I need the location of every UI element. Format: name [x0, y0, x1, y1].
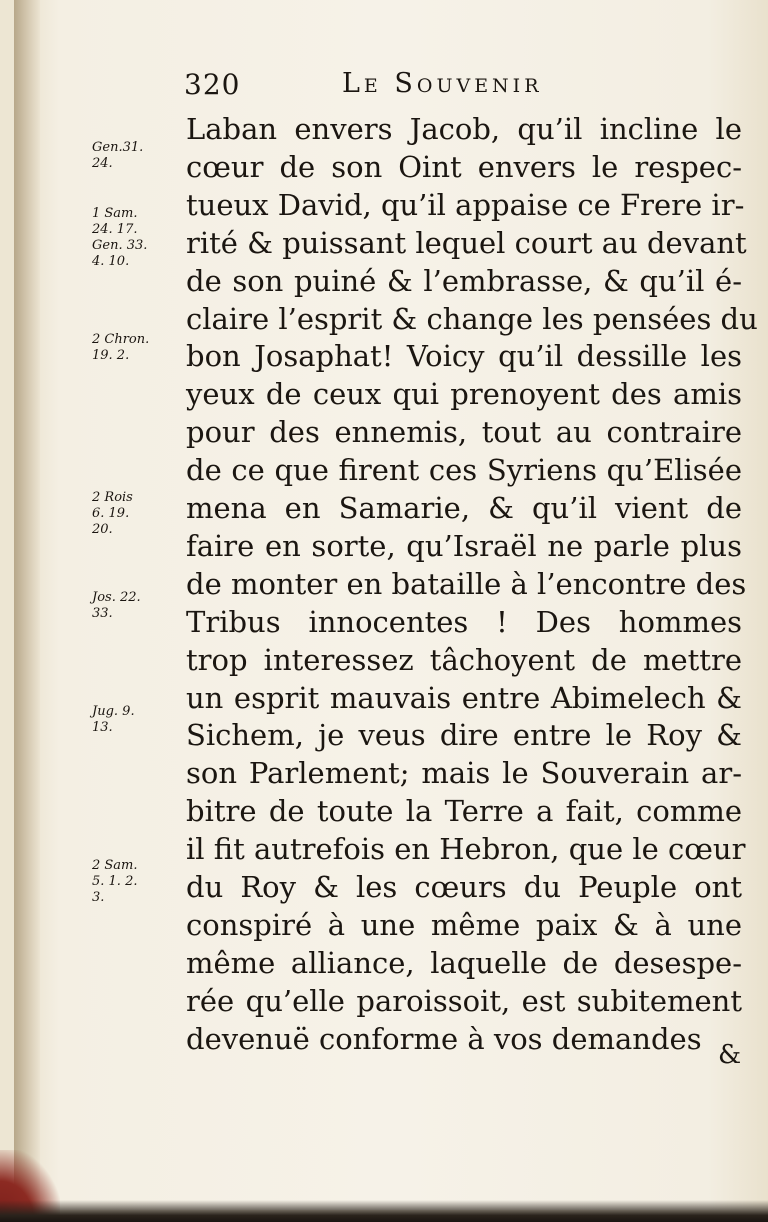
page-binding — [14, 0, 40, 1222]
text-line: mena en Samarie, & qu’il vient de — [186, 491, 742, 525]
text-line: cœur de son Oint envers le respec- — [186, 150, 742, 184]
text-line: Tribus innocentes ! Des hommes — [186, 605, 742, 639]
text-line: Sichem, je veus dire entre le Roy & — [186, 718, 742, 752]
text-line: Laban envers Jacob, qu’il incline le — [186, 112, 742, 146]
page-header — [184, 68, 744, 108]
text-line: claire l’esprit & change les pensées du — [186, 302, 758, 336]
text-line: un esprit mauvais entre Abimelech & — [186, 681, 742, 715]
text-line: de ce que firent ces Syriens qu’Elisée — [186, 453, 742, 487]
margin-note: 2 Sam. 5. 1. 2. 3. — [92, 858, 138, 905]
text-line: yeux de ceux qui prenoyent des amis — [186, 377, 742, 411]
margin-note: 2 Chron. 19. 2. — [92, 332, 150, 363]
text-line: trop interessez tâchoyent de mettre — [186, 643, 742, 677]
text-line: conspiré à une même paix & à une — [186, 908, 742, 942]
text-line: rée qu’elle paroissoit, est subitement — [186, 984, 742, 1018]
margin-note: Jug. 9. 13. — [92, 704, 135, 735]
text-line: tueux David, qu’il appaise ce Frere ir- — [186, 188, 745, 222]
text-line: du Roy & les cœurs du Peuple ont — [186, 870, 742, 904]
text-line: même alliance, laquelle de desespe- — [186, 946, 742, 980]
page-bottom-shadow — [0, 1200, 768, 1222]
text-line: rité & puissant lequel court au devant — [186, 226, 747, 260]
text-line: de son puiné & l’embrasse, & qu’il é- — [186, 264, 742, 298]
text-line: il fit autrefois en Hebron, que le cœur — [186, 832, 746, 866]
catchword: & — [718, 1040, 742, 1070]
text-line: pour des ennemis, tout au contraire — [186, 415, 742, 449]
margin-note: 2 Rois 6. 19. 20. — [92, 490, 133, 537]
margin-note: 1 Sam. 24. 17. Gen. 33. 4. 10. — [92, 206, 148, 269]
text-line: son Parlement; mais le Souverain ar- — [186, 756, 742, 790]
book-page — [14, 0, 768, 1210]
text-line: faire en sorte, qu’Israël ne parle plus — [186, 529, 742, 563]
running-title: Le Souvenir — [342, 68, 543, 99]
page-number: 320 — [184, 68, 241, 101]
text-line: bon Josaphat! Voicy qu’il dessille les — [186, 339, 742, 373]
text-line: devenuë conforme à vos demandes — [186, 1022, 702, 1056]
text-line: bitre de toute la Terre a fait, comme — [186, 794, 742, 828]
text-line: de monter en bataille à l’encontre des — [186, 567, 747, 601]
margin-note: Jos. 22. 33. — [92, 590, 141, 621]
margin-note: Gen.31. 24. — [92, 140, 144, 171]
